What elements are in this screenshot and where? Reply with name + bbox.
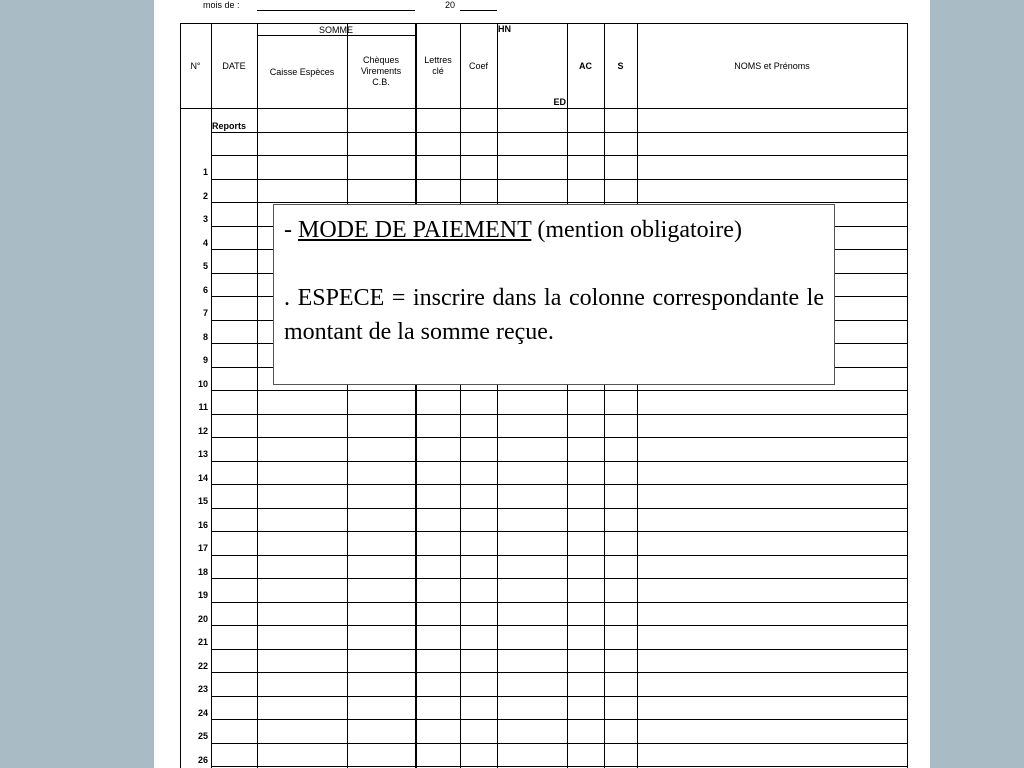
col-line-date-caisse <box>257 23 258 768</box>
row-number: 1 <box>202 167 208 177</box>
row-line <box>211 625 907 626</box>
row-line <box>211 766 907 767</box>
row-number: 26 <box>197 755 208 765</box>
col-line-caisse-cheques <box>347 23 348 768</box>
header-noms-prenoms: NOMS et Prénoms <box>734 61 810 71</box>
row-number: 25 <box>197 731 208 741</box>
row-line <box>211 179 907 180</box>
row-line <box>211 155 907 156</box>
row-number: 3 <box>202 214 208 224</box>
row-line <box>211 437 907 438</box>
row-number: 19 <box>197 590 208 600</box>
header-somme: SOMME <box>318 25 353 35</box>
row-number: 17 <box>197 543 208 553</box>
row-line <box>211 202 907 203</box>
header-s: S <box>617 61 624 71</box>
row-line <box>211 414 907 415</box>
callout-mode-title: MODE DE PAIEMENT <box>298 217 532 243</box>
row-number: 15 <box>197 496 208 506</box>
col-line-hn-ac <box>567 23 568 768</box>
row-number: 7 <box>202 308 208 318</box>
row-line <box>211 649 907 650</box>
row-number: 12 <box>197 426 208 436</box>
col-line-coef-hn <box>497 23 498 768</box>
callout-mode-note: (mention obligatoire) <box>537 217 742 243</box>
year-label: 20 <box>445 0 456 10</box>
row-line <box>211 132 907 133</box>
row-line <box>211 578 907 579</box>
row-number: 22 <box>197 661 208 671</box>
header-cle: clé <box>432 66 444 76</box>
callout-dash: - <box>284 217 292 243</box>
col-line-left <box>180 23 181 768</box>
header-virements: Virements <box>360 66 402 76</box>
row-line <box>211 743 907 744</box>
month-label: mois de : <box>203 0 240 10</box>
row-line <box>211 484 907 485</box>
col-line-somme-lettres <box>415 23 417 768</box>
row-number: 10 <box>197 379 208 389</box>
col-line-lettres-coef <box>460 23 461 768</box>
header-bottom-line <box>180 108 907 109</box>
header-ac: AC <box>579 61 592 71</box>
row-number: 4 <box>202 238 208 248</box>
row-line <box>211 461 907 462</box>
reports-label: Reports <box>212 121 247 131</box>
row-number: 21 <box>197 637 208 647</box>
row-line <box>211 672 907 673</box>
payment-mode-callout <box>273 204 835 385</box>
row-number: 13 <box>197 449 208 459</box>
header-caisse-especes: Caisse Espèces <box>269 67 335 77</box>
header-lettres: Lettres <box>424 55 452 65</box>
col-line-s-noms <box>637 23 638 768</box>
row-line <box>211 696 907 697</box>
header-cheques: Chèques <box>362 55 400 65</box>
header-date: DATE <box>222 61 246 71</box>
header-num: N° <box>190 61 201 71</box>
row-number: 23 <box>197 684 208 694</box>
row-number: 5 <box>202 261 208 271</box>
row-number: 2 <box>202 191 208 201</box>
col-line-num-date <box>211 23 212 768</box>
row-line <box>211 602 907 603</box>
row-number: 9 <box>202 355 208 365</box>
row-line <box>211 719 907 720</box>
col-line-right <box>907 23 908 768</box>
col-line-ac-s <box>604 23 605 768</box>
row-number: 11 <box>198 402 208 412</box>
row-number: 24 <box>197 708 208 718</box>
callout-espece-text: . ESPECE = inscrire dans la colonne correspondante le montant de la somme reçue. <box>284 285 824 345</box>
header-coef: Coef <box>468 61 488 71</box>
row-line <box>211 531 907 532</box>
header-ed: ED <box>553 97 566 107</box>
header-cb: C.B. <box>372 77 390 87</box>
row-line <box>211 508 907 509</box>
row-number: 18 <box>197 567 208 577</box>
header-hn: HN <box>498 24 511 34</box>
row-line <box>211 555 907 556</box>
row-number: 16 <box>197 520 208 530</box>
row-number: 14 <box>197 473 208 483</box>
callout-title-line <box>284 213 824 247</box>
row-number: 6 <box>202 285 208 295</box>
row-number: 8 <box>202 332 208 342</box>
row-line <box>211 390 907 391</box>
table-top-border <box>180 23 907 24</box>
row-number: 20 <box>197 614 208 624</box>
